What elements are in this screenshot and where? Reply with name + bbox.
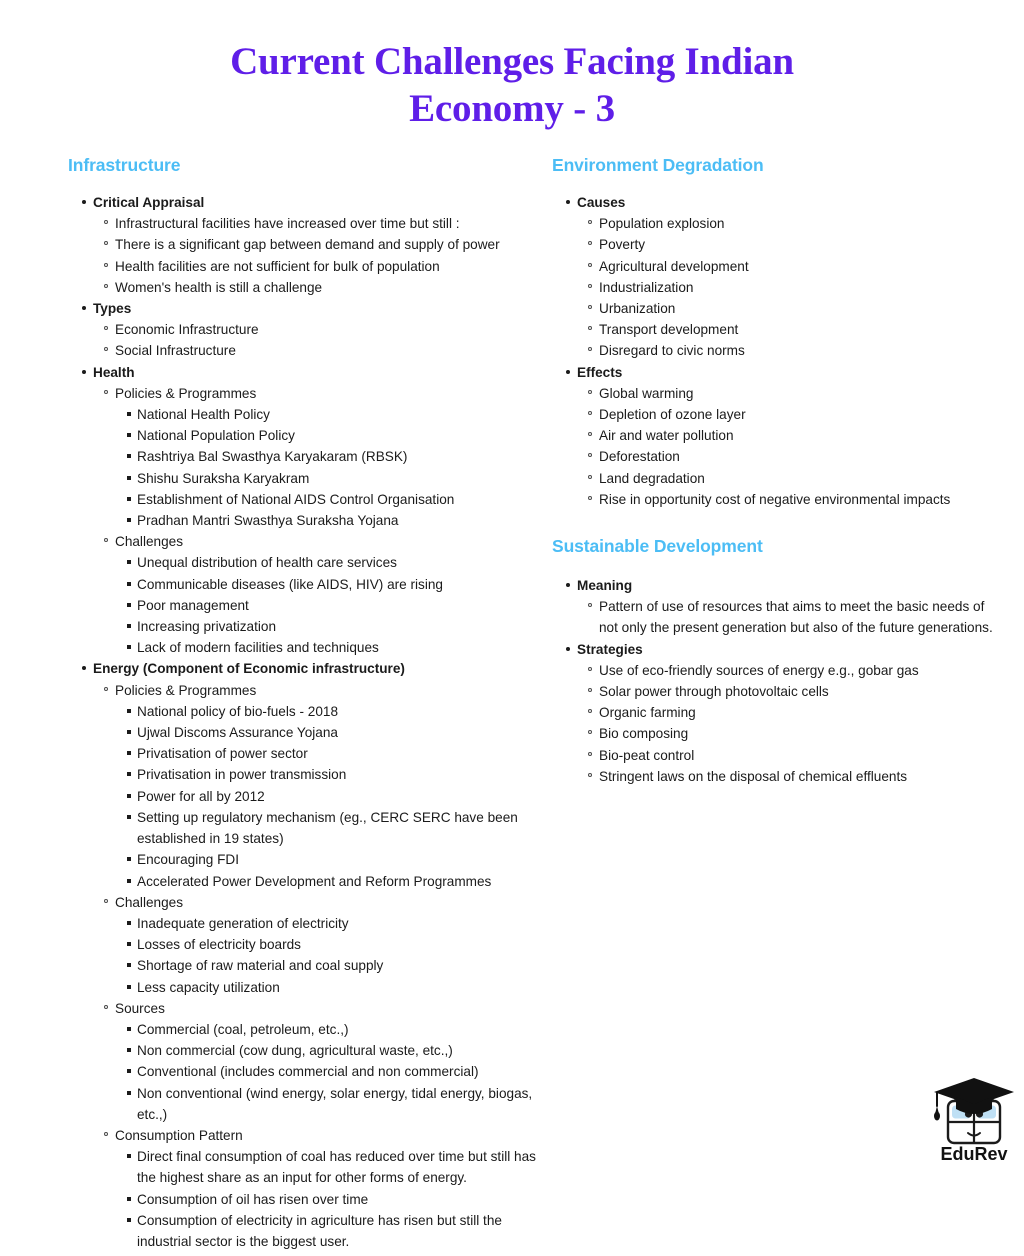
page-title-line-2: Economy - 3 [409, 87, 615, 130]
list-item [588, 277, 1000, 298]
circle-bullet-icon [588, 390, 592, 394]
circle-bullet-icon [588, 688, 592, 692]
list-item-text: Health facilities are not sufficient for bulk of population [115, 258, 440, 274]
meaning-items [588, 596, 1000, 638]
list-item-label: Meaning [577, 578, 633, 594]
list-item-text: Encouraging FDI [137, 852, 240, 868]
list-item-text: Disregard to civic norms [599, 343, 745, 359]
list-item [588, 723, 1000, 744]
list-item [588, 340, 1000, 361]
square-bullet-icon [127, 454, 131, 458]
disc-bullet-icon [566, 583, 570, 587]
list-item-text: Poor management [137, 597, 249, 613]
list-item [127, 404, 538, 425]
circle-bullet-icon [588, 263, 592, 267]
list-item-text: Lack of modern facilities and techniques [137, 640, 379, 656]
disc-bullet-icon [82, 666, 86, 670]
list-item-label: Critical Appraisal [93, 195, 205, 210]
list-item [127, 1146, 538, 1188]
list-item [127, 468, 538, 489]
list-item [127, 552, 538, 573]
square-bullet-icon [127, 624, 131, 628]
list-item [127, 764, 538, 785]
list-item-text: Rise in opportunity cost of negative environmental impacts [599, 491, 951, 507]
square-bullet-icon [127, 815, 131, 819]
list-item-text: Bio composing [599, 726, 689, 742]
list-item [588, 468, 1000, 489]
list-item-health-policies [104, 383, 538, 404]
list-item [127, 977, 538, 998]
list-item-label: Causes [577, 195, 626, 210]
list-item [588, 425, 1000, 446]
list-item-text: Setting up regulatory mechanism (eg., CERC SERC have been established in 19 states) [137, 809, 518, 847]
list-item [127, 637, 538, 658]
list-item-text: Air and water pollution [599, 428, 734, 444]
list-item-text: Power for all by 2012 [137, 788, 265, 804]
list-item-text: Ujwal Discoms Assurance Yojana [137, 725, 338, 741]
disc-bullet-icon [566, 647, 570, 651]
list-item-text: Policies & Programmes [115, 385, 257, 401]
list-item [127, 1061, 538, 1082]
list-item-text: Consumption Pattern [115, 1127, 243, 1143]
list-item [104, 340, 538, 361]
list-item-text: Women's health is still a challenge [115, 279, 323, 295]
list-item-label: Health [93, 364, 135, 380]
list-item [127, 849, 538, 870]
list-item-text: National policy of bio-fuels - 2018 [137, 703, 338, 719]
list-item [588, 681, 1000, 702]
circle-bullet-icon [588, 347, 592, 351]
circle-bullet-icon [104, 263, 108, 267]
section-sustainable-development [552, 536, 1000, 787]
list-item [127, 934, 538, 955]
circle-bullet-icon [588, 453, 592, 457]
list-item-text: Challenges [115, 894, 184, 910]
health-challenges-items [127, 552, 538, 658]
circle-bullet-icon [104, 220, 108, 224]
list-item [127, 722, 538, 743]
edurev-wordmark: EduRev [940, 1144, 1008, 1164]
list-item-text: Infrastructural facilities have increased over time but still : [115, 216, 460, 232]
circle-bullet-icon [588, 752, 592, 756]
square-bullet-icon [127, 709, 131, 713]
circle-bullet-icon [588, 411, 592, 415]
list-item-text: Agricultural development [599, 258, 749, 274]
square-bullet-icon [127, 772, 131, 776]
consumption-pattern-items [127, 1146, 538, 1252]
square-bullet-icon [127, 1027, 131, 1031]
list-item-text: Urbanization [599, 301, 676, 317]
disc-bullet-icon [82, 306, 86, 310]
list-item-text: Transport development [599, 322, 739, 338]
circle-bullet-icon [588, 305, 592, 309]
list-item-text: Consumption of oil has risen over time [137, 1191, 369, 1207]
list-item-text: Privatisation of power sector [137, 746, 308, 762]
list-item [104, 234, 538, 255]
section-infrastructure [68, 155, 538, 1252]
list-item-text: There is a significant gap between demand and supply of power [115, 237, 500, 253]
list-item [127, 1019, 538, 1040]
list-item [127, 574, 538, 595]
list-item-text: Non conventional (wind energy, solar energy, tidal energy, biogas, etc.,) [137, 1085, 533, 1122]
list-item [127, 786, 538, 807]
square-bullet-icon [127, 412, 131, 416]
square-bullet-icon [127, 645, 131, 649]
list-item [127, 871, 538, 892]
list-item-label: Energy (Component of Economic infrastructure) [93, 661, 405, 677]
list-item-energy-challenges [104, 892, 538, 913]
square-bullet-icon [127, 879, 131, 883]
section-environment-degradation [552, 155, 1000, 510]
circle-bullet-icon [104, 241, 108, 245]
square-bullet-icon [127, 1091, 131, 1095]
list-item-text: Sources [115, 1000, 165, 1016]
energy-sources-items [127, 1019, 538, 1125]
list-item [588, 298, 1000, 319]
list-item-text: Policies & Programmes [115, 682, 257, 698]
list-item [127, 955, 538, 976]
list-item-text: Pattern of use of resources that aims to meet the basic needs of not only the present generation but also of the future generations. [599, 599, 993, 636]
list-item [588, 489, 1000, 510]
circle-bullet-icon [588, 730, 592, 734]
list-item [588, 383, 1000, 404]
energy-policies-items [127, 701, 538, 892]
list-item [588, 660, 1000, 681]
infrastructure-outline [82, 192, 538, 1252]
section-heading-infrastructure: Infrastructure [68, 155, 181, 175]
column-right [552, 155, 1000, 791]
types-items [104, 319, 538, 361]
section-heading-sustainable-development: Sustainable Development [552, 536, 763, 557]
list-item-types [82, 298, 538, 319]
square-bullet-icon [127, 751, 131, 755]
square-bullet-icon [127, 1069, 131, 1073]
circle-bullet-icon [588, 432, 592, 436]
disc-bullet-icon [566, 200, 570, 204]
list-item-text: Industrialization [599, 279, 694, 295]
list-item-critical-appraisal [82, 192, 538, 213]
list-item [127, 425, 538, 446]
page-title-line-1: Current Challenges Facing Indian [230, 40, 794, 83]
circle-bullet-icon [588, 773, 592, 777]
list-item-text: Organic farming [599, 705, 696, 721]
circle-bullet-icon [104, 284, 108, 288]
list-item [588, 234, 1000, 255]
page-title [150, 42, 874, 128]
square-bullet-icon [127, 518, 131, 522]
list-item [588, 446, 1000, 467]
circle-bullet-icon [104, 687, 108, 691]
list-item-causes [566, 192, 1000, 213]
list-item [127, 743, 538, 764]
critical-appraisal-items [104, 213, 538, 298]
square-bullet-icon [127, 963, 131, 967]
list-item-text: Privatisation in power transmission [137, 767, 347, 783]
circle-bullet-icon [588, 475, 592, 479]
square-bullet-icon [127, 497, 131, 501]
disc-bullet-icon [82, 370, 86, 374]
list-item-text: Increasing privatization [137, 619, 277, 635]
causes-items [588, 213, 1000, 361]
circle-bullet-icon [588, 326, 592, 330]
section-heading-environment-degradation: Environment Degradation [552, 155, 764, 175]
square-bullet-icon [127, 942, 131, 946]
list-item-text: Conventional (includes commercial and non commercial) [137, 1064, 479, 1080]
disc-bullet-icon [82, 200, 86, 204]
list-item [588, 256, 1000, 277]
list-item-text: Less capacity utilization [137, 979, 280, 995]
list-item-label: Strategies [577, 641, 643, 657]
circle-bullet-icon [104, 347, 108, 351]
list-item-text: Depletion of ozone layer [599, 407, 746, 423]
circle-bullet-icon [588, 284, 592, 288]
energy-challenges-items [127, 913, 538, 998]
sustainable-outline [566, 575, 1000, 787]
list-item [127, 701, 538, 722]
circle-bullet-icon [588, 667, 592, 671]
energy-items [104, 680, 538, 1252]
list-item [588, 319, 1000, 340]
square-bullet-icon [127, 582, 131, 586]
square-bullet-icon [127, 560, 131, 564]
disc-bullet-icon [566, 370, 570, 374]
list-item [127, 595, 538, 616]
square-bullet-icon [127, 1218, 131, 1222]
list-item-text: Poverty [599, 237, 646, 253]
list-item-text: National Population Policy [137, 428, 295, 444]
list-item-health-challenges [104, 531, 538, 552]
list-item [127, 510, 538, 531]
list-item-text: Establishment of National AIDS Control Organisation [137, 491, 455, 507]
list-item [127, 1210, 538, 1252]
list-item [127, 807, 538, 849]
circle-bullet-icon [588, 220, 592, 224]
list-item-energy-sources [104, 998, 538, 1019]
health-policies-items [127, 404, 538, 531]
list-item-text: Economic Infrastructure [115, 322, 259, 338]
list-item-health [82, 362, 538, 383]
list-item-text: Stringent laws on the disposal of chemical effluents [599, 768, 908, 784]
list-item-text: National Health Policy [137, 407, 270, 423]
circle-bullet-icon [104, 390, 108, 394]
strategies-items [588, 660, 1000, 787]
list-item [588, 596, 1000, 638]
list-item [127, 616, 538, 637]
circle-bullet-icon [588, 496, 592, 500]
edurev-logo-icon [928, 1076, 1020, 1164]
list-item-text: Shishu Suraksha Karyakram [137, 470, 310, 486]
circle-bullet-icon [588, 709, 592, 713]
list-item [127, 489, 538, 510]
list-item [588, 745, 1000, 766]
circle-bullet-icon [104, 1005, 108, 1009]
list-item [127, 1083, 538, 1125]
effects-items [588, 383, 1000, 510]
list-item [127, 446, 538, 467]
square-bullet-icon [127, 921, 131, 925]
square-bullet-icon [127, 1154, 131, 1158]
list-item-text: Shortage of raw material and coal supply [137, 958, 384, 974]
list-item-label: Types [93, 301, 132, 317]
column-left [68, 155, 538, 1256]
list-item [588, 404, 1000, 425]
list-item [104, 213, 538, 234]
list-item-text: Social Infrastructure [115, 343, 236, 359]
list-item-text: Challenges [115, 534, 184, 550]
square-bullet-icon [127, 433, 131, 437]
square-bullet-icon [127, 603, 131, 607]
square-bullet-icon [127, 794, 131, 798]
list-item-text: Accelerated Power Development and Reform Programmes [137, 873, 492, 889]
list-item [588, 766, 1000, 787]
square-bullet-icon [127, 985, 131, 989]
list-item-meaning [566, 575, 1000, 596]
circle-bullet-icon [588, 603, 592, 607]
list-item-text: Inadequate generation of electricity [137, 915, 349, 931]
circle-bullet-icon [104, 1132, 108, 1136]
list-item [127, 1189, 538, 1210]
list-item-label: Effects [577, 364, 623, 380]
circle-bullet-icon [104, 899, 108, 903]
edurev-logo [928, 1076, 1020, 1164]
list-item-strategies [566, 639, 1000, 660]
list-item-text: Solar power through photovoltaic cells [599, 684, 829, 700]
list-item-text: Communicable diseases (like AIDS, HIV) are rising [137, 576, 443, 592]
circle-bullet-icon [104, 326, 108, 330]
list-item-text: Unequal distribution of health care services [137, 555, 397, 571]
square-bullet-icon [127, 857, 131, 861]
list-item-text: Population explosion [599, 216, 725, 232]
list-item-energy-policies [104, 680, 538, 701]
square-bullet-icon [127, 476, 131, 480]
list-item-text: Non commercial (cow dung, agricultural waste, etc.,) [137, 1043, 453, 1059]
list-item [127, 1040, 538, 1061]
list-item-text: Pradhan Mantri Swasthya Suraksha Yojana [137, 513, 399, 529]
list-item-text: Deforestation [599, 449, 680, 465]
list-item [127, 913, 538, 934]
list-item-text: Losses of electricity boards [137, 937, 301, 953]
list-item [588, 702, 1000, 723]
list-item-effects [566, 362, 1000, 383]
list-item-text: Land degradation [599, 470, 705, 486]
list-item [588, 213, 1000, 234]
list-item [104, 319, 538, 340]
list-item-text: Commercial (coal, petroleum, etc.,) [137, 1021, 349, 1037]
list-item-text: Global warming [599, 385, 694, 401]
list-item-text: Rashtriya Bal Swasthya Karyakaram (RBSK) [137, 449, 408, 465]
list-item [104, 277, 538, 298]
list-item [104, 256, 538, 277]
list-item-text: Direct final consumption of coal has reduced over time but still has the highest share as an input for other forms of energy. [137, 1149, 536, 1186]
list-item-text: Bio-peat control [599, 747, 695, 763]
list-item-consumption-pattern [104, 1125, 538, 1146]
health-items [104, 383, 538, 659]
environment-outline [566, 192, 1000, 510]
list-item-energy [82, 658, 538, 679]
list-item-text: Use of eco-friendly sources of energy e.g., gobar gas [599, 662, 919, 678]
circle-bullet-icon [588, 241, 592, 245]
square-bullet-icon [127, 1197, 131, 1201]
square-bullet-icon [127, 1048, 131, 1052]
circle-bullet-icon [104, 538, 108, 542]
square-bullet-icon [127, 730, 131, 734]
list-item-text: Consumption of electricity in agriculture has risen but still the industrial sector is the biggest user. [137, 1212, 502, 1249]
